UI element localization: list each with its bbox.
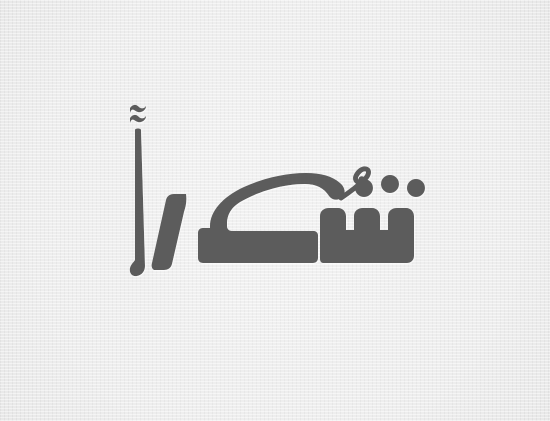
sheen-dot-middle: [381, 175, 399, 193]
sheen-body: [320, 208, 414, 263]
calligraphy-logo: [118, 100, 434, 280]
sheen-dot-right: [407, 179, 425, 197]
alif-stroke: [130, 129, 145, 277]
calligraphy-svg: [118, 100, 434, 280]
sheen-dot-left: [355, 179, 373, 197]
tanween-upper: [130, 105, 146, 113]
tanween-lower: [130, 115, 146, 123]
ink-strokes: [130, 105, 425, 276]
ra-stroke: [152, 194, 187, 270]
